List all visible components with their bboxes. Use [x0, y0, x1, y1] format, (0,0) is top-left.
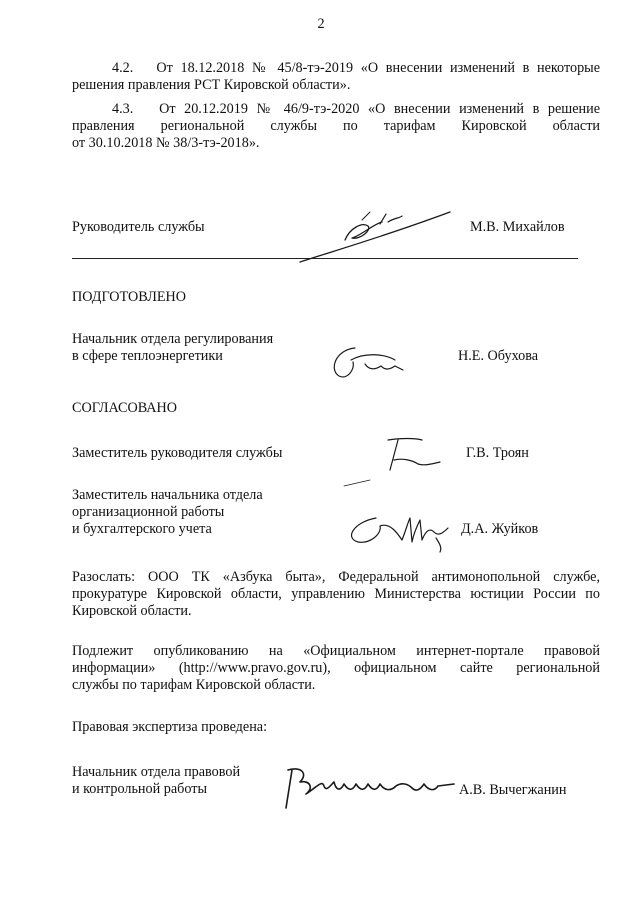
publication-line: информации» (http://www.pravo.gov.ru), официальном сайте региональной — [72, 660, 600, 676]
position-line: Начальник отдела регулирования — [72, 331, 274, 347]
item-line: 4.3. От 20.12.2019 № 46/9-тэ-2020 «О внесении изменений в решение — [112, 101, 600, 117]
legal-review-position — [72, 764, 240, 798]
agreed-signer-2-name: Д.А. Жуйков — [461, 521, 539, 537]
legal-review-text: Правовая экспертиза проведена: — [72, 719, 268, 735]
distribution-paragraph — [72, 569, 600, 620]
prepared-position — [72, 331, 273, 365]
position-line: и бухгалтерского учета — [72, 521, 212, 537]
publication-line: Подлежит опубликованию на «Официальном интернет-портале правовой — [72, 643, 600, 659]
position-line: в сфере теплоэнергетики — [72, 348, 223, 364]
prepared-name: Н.Е. Обухова — [458, 348, 539, 364]
distribution-line: Разослать: ООО ТК «Азбука быта», Федеральной антимонопольной службе, — [72, 569, 600, 585]
agreed-heading: СОГЛАСОВАНО — [72, 400, 178, 416]
list-item-4-3 — [72, 101, 600, 152]
separator-line — [72, 258, 578, 259]
head-position: Руководитель службы — [72, 219, 205, 235]
item-line: 4.2. От 18.12.2018 № 45/8-тэ-2019 «О внесении изменений в некоторые — [112, 60, 600, 76]
agreed-signer-2-handwritten-signature — [340, 508, 455, 553]
position-line: Начальник отдела правовой — [72, 764, 241, 780]
page-number: 2 — [317, 16, 325, 32]
distribution-line: прокуратуре Кировской области, управлению Министерства юстиции России по — [72, 586, 600, 602]
head-handwritten-signature — [290, 200, 460, 270]
agreed-signer-1-handwritten-signature — [340, 430, 450, 490]
prepared-heading: ПОДГОТОВЛЕНО — [72, 289, 186, 305]
legal-review-handwritten-signature — [278, 762, 460, 812]
distribution-line: Кировской области. — [72, 603, 192, 619]
item-line: решения правления РСТ Кировской области». — [72, 77, 351, 93]
head-name: М.В. Михайлов — [470, 219, 565, 235]
position-line: и контрольной работы — [72, 781, 207, 797]
agreed-signer-1-name: Г.В. Троян — [466, 445, 529, 461]
prepared-handwritten-signature — [325, 340, 415, 385]
item-line: от 30.10.2018 № 38/3-тэ-2018». — [72, 135, 260, 151]
publication-paragraph — [72, 643, 600, 694]
position-line: Заместитель начальника отдела — [72, 487, 263, 503]
agreed-signer-2-position — [72, 487, 263, 538]
position-line: организационной работы — [72, 504, 225, 520]
legal-review-name: А.В. Вычегжанин — [459, 782, 567, 798]
item-line: правления региональной службы по тарифам Кировской области — [72, 118, 600, 134]
agreed-signer-1-position: Заместитель руководителя службы — [72, 445, 283, 461]
list-item-4-2 — [72, 60, 600, 94]
publication-line: службы по тарифам Кировской области. — [72, 677, 316, 693]
